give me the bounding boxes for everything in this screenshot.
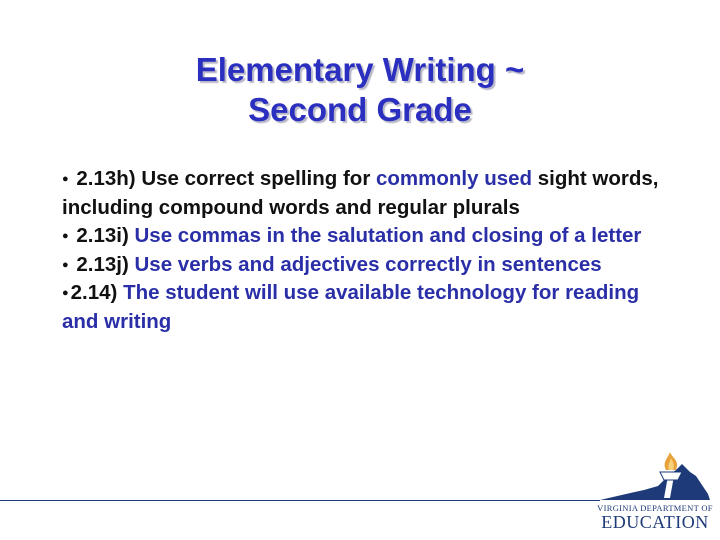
title-line-1: Elementary Writing ~ <box>195 51 525 88</box>
logo-wordmark: EDUCATION <box>601 512 709 532</box>
title-line-2: Second Grade <box>248 91 472 128</box>
virginia-torch-icon <box>596 450 714 504</box>
list-item <box>62 251 672 280</box>
item-code: 2.13i) <box>76 224 129 247</box>
item-code: 2.14) <box>70 281 118 304</box>
item-text: Use correct spelling for <box>141 167 371 190</box>
logo-subtitle: VIRGINIA DEPARTMENT OF <box>597 503 713 513</box>
bullet-icon: ● <box>62 258 69 271</box>
bullet-icon: ● <box>62 173 69 185</box>
footer-divider <box>0 500 600 501</box>
item-text-highlight: Use commas in the salutation and closing of a letter <box>134 224 642 247</box>
slide-title <box>0 50 720 130</box>
item-text-highlight: The student will use available technology for reading and writing <box>62 281 640 333</box>
list-item <box>62 279 672 336</box>
item-code: 2.13j) <box>76 252 129 276</box>
bullet-icon: ● <box>62 230 69 242</box>
bullet-icon: ● <box>62 287 69 299</box>
item-text-highlight: commonly used <box>376 167 533 190</box>
list-item <box>62 165 672 222</box>
vdoe-logo <box>596 450 714 536</box>
item-code: 2.13h) <box>76 167 136 190</box>
item-text-highlight: Use verbs and adjectives correctly in sentences <box>134 252 602 276</box>
standards-list <box>62 165 672 336</box>
list-item <box>62 222 672 251</box>
item-text-rest: sight words, including compound words and regular plurals <box>62 167 659 219</box>
